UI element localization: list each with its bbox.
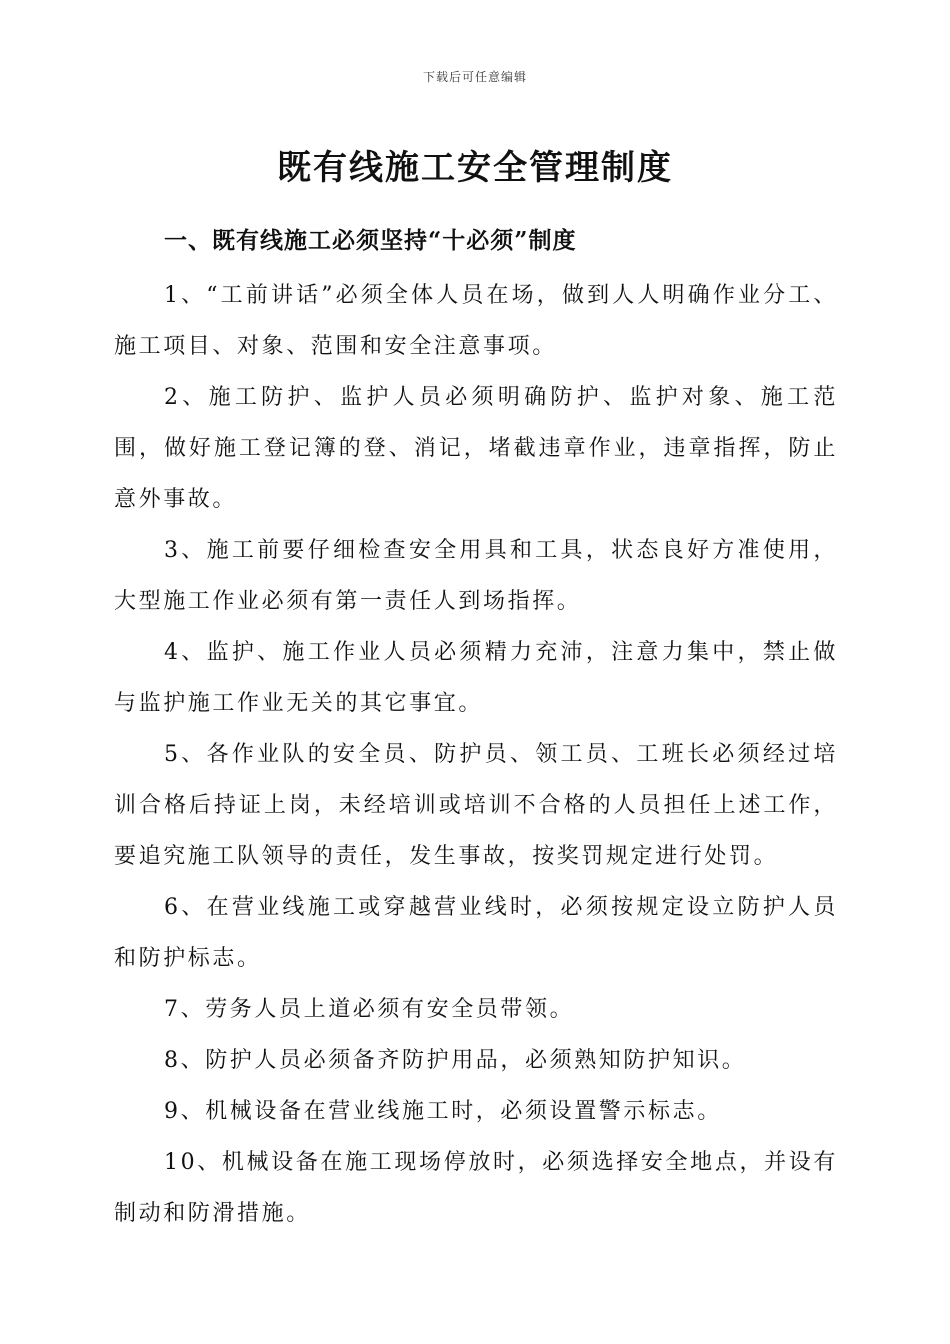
list-item: 10、机械设备在施工现场停放时，必须选择安全地点，并设有制动和防滑措施。 bbox=[114, 1150, 838, 1226]
list-item: 7、劳务人员上道必须有安全员带领。 bbox=[164, 997, 575, 1022]
document-title: 既有线施工安全管理制度 bbox=[277, 148, 673, 188]
list-item: 4、监护、施工作业人员必须精力充沛，注意力集中，禁止做与监护施工作业无关的其它事宜。 bbox=[114, 640, 838, 716]
list-item: 9、机械设备在营业线施工时，必须设置警示标志。 bbox=[164, 1099, 722, 1124]
list-item: 8、防护人员必须备齐防护用品，必须熟知防护知识。 bbox=[164, 1048, 747, 1073]
list-item: 5、各作业队的安全员、防护员、领工员、工班长必须经过培训合格后持证上岗，未经培训或培训不合格的人员担任上述工作，要追究施工队领导的责任，发生事故，按奖罚规定进行处罚。 bbox=[114, 742, 838, 869]
section-heading: 一、既有线施工必须坚持“十必须”制度 bbox=[164, 227, 577, 254]
list-item: 3、施工前要仔细检查安全用具和工具，状态良好方准使用，大型施工作业必须有第一责任人到场指挥。 bbox=[114, 538, 838, 614]
header-note: 下载后可任意编辑 bbox=[422, 70, 527, 84]
list-item: 2、施工防护、监护人员必须明确防护、监护对象、施工范围，做好施工登记簿的登、消记，堵截违章作业，违章指挥，防止意外事故。 bbox=[114, 385, 838, 512]
document-body bbox=[114, 222, 838, 1239]
list-item: 6、在营业线施工或穿越营业线时，必须按规定设立防护人员和防护标志。 bbox=[114, 895, 838, 971]
list-item: 1、“工前讲话”必须全体人员在场，做到人人明确作业分工、施工项目、对象、范围和安全注意事项。 bbox=[114, 283, 838, 359]
